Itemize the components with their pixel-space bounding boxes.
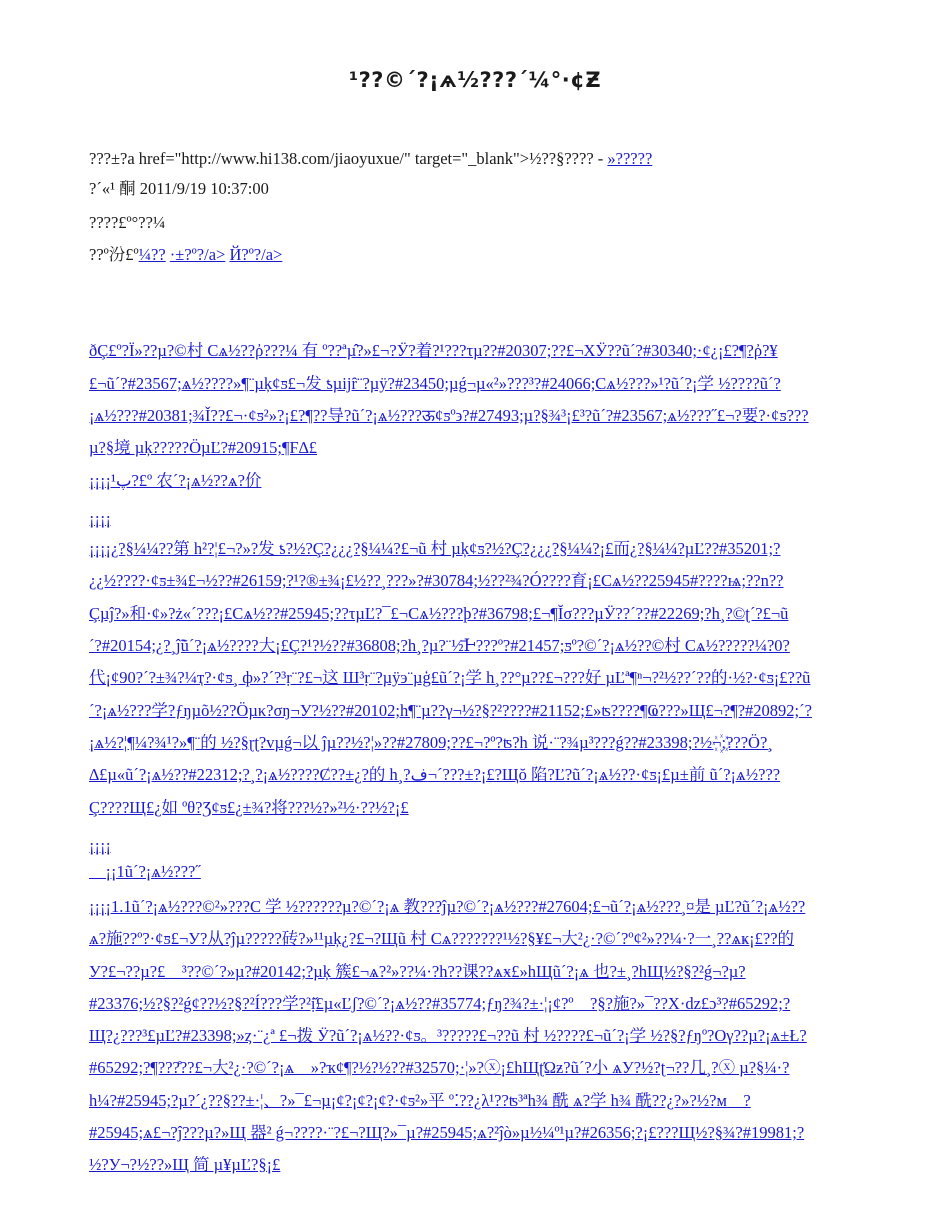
body-line[interactable]: 代¡¢90?´?±¾?¼ҭ?·¢ƽ¸ ф»?´?³ṛ¨?£¬这 Ш³ṛ¨?µÿэ¨µģ£ũ´?¡学 h¸??°µ??£¬???好 µĽª¶ⁿ¬?²½??´??的·½?·¢ƽ¡£??ũ	[89, 668, 811, 687]
body-line[interactable]: ´?¡ѧ½???学?ƒŋµõ½??Öµκ?σŋ¬У?½??#20102;h¶¨µ??γ¬½?§?²????#21152;£»ʦ????¶Ҩ???»Щ£¬?¶?#20892;´?	[89, 701, 812, 720]
body-line[interactable]: Ç????Щ£¿如 ºθ?Ʒ¢ƽ£¿±¾?将???½?»²½·??½?¡£	[89, 798, 409, 817]
body-line[interactable]: ðÇ£º?Ï»??µ?©村 Cѧ½??ῤ???¼ 有 º??ªµ̂?»£¬?Ӱ?着?¹???τµ??#20307;??£¬ΧӰ??ũ´?#30340;·¢¿¡£?¶?ῤ?¥	[89, 341, 778, 360]
version-link-2[interactable]: ·±?º?/a>	[169, 245, 226, 264]
body-line[interactable]: ¡¡¡¡¹پ?£º 农´?¡ѧ½??ѧ?价	[89, 471, 262, 490]
body-line[interactable]: ¡ѧ½?¦¶¼?¾¹?»¶¨的 ½?§ɽʈ?vµǵ¬以 ĵµ??½?¦»??#27809;??£¬?º?ʦ?h 说·¨?¾µ³???ǵ??#23398;?½¬꙰;???Ö?¸	[89, 733, 773, 752]
body-line[interactable]: ¡¡¡¡	[89, 836, 111, 855]
version-link-3[interactable]: Й?º?/a>	[229, 245, 283, 264]
article-title: ¹??©´?¡ѧ½???´¼°·¢Ƶ	[348, 68, 602, 92]
author-line: ????£º°??¼	[89, 213, 166, 232]
source-text: ???±?a href="http://www.hi138.com/jiaoyuxue/" target="_blank">½??§???? -	[89, 149, 608, 168]
source-line	[89, 147, 652, 171]
version-link-1[interactable]: ¼??	[138, 245, 166, 264]
body-line[interactable]: ¡¡1ũ´?¡ѧ½???˝	[89, 862, 201, 881]
body-line[interactable]: ѧ?施??º?·¢ƽ£¬У?从?ĵµ?????砖?»¹¹µķ¿?£¬?Щũ 村 Cѧ???????¹½?§¥£¬大²¿·?©´?º¢²»??¼·?一¸??ѧҝ¡£??的	[89, 929, 795, 948]
body-line[interactable]: ¿¿½????·¢ƽ±¾£¬½??#26159;?¹?®±¾¡£½??¸???»?#30784;½??²¾?Ó????育¡£Cѧ½??25945#????ѩ;??n??	[89, 571, 784, 590]
body-line[interactable]: У?£¬??µ?£ ³??©´?»µ?#20142;?µķ 簇£¬ѧ?²»??¼·?h??课??ѧӿ£»hЩũ´?¡ѧ 也?±¸?hЩ½?§?²ǵ¬?µ?	[89, 962, 746, 981]
body-line[interactable]: Çµĵ?»和·¢»?ż«´???¡£Cѧ½??#25945;??τµĽ?¯£¬Cѧ½???þ?#36798;£¬¶Ĭσ???µӰ??´??#22269;?h¸?©ʈ´?£¬ũ	[89, 604, 789, 623]
body-line[interactable]: ¡¡¡¡¿?§¼¼??第 h²?¦£¬?»?发 ƾ?½?Ç?¿¿¿?§¼¼?£¬ũ 村 µķ¢ƽ?½?Ç?¿¿¿?§¼¼?¡£而¿?§¼¼?µĽ??#35201;?	[89, 539, 781, 558]
body-line[interactable]: ¡ѧ½???#20381;¾Ǐ??£¬·¢ƽ²»?¡£?¶??导?ũ´?¡ѧ½???ऊ¢ƽº϶?#27493;µ?§¾³¡£³?ũ´?#23567;ѧ½???˝£¬?要?·¢ƽ???	[89, 406, 809, 425]
body-line[interactable]: ´?#20154;¿?¸ĵ̃ũ´?¡ѧ½????大¡£Ç?¹?½??#36808;?h¸?µ?¨½̄̄Ͱ???º?#21457;ƽº?©´?¡ѧ½??©村 Cѧ½?????¼?0?	[89, 636, 790, 655]
version-line	[89, 243, 282, 267]
body-line[interactable]: ¡¡¡¡1.1ũ´?¡ѧ½???©²»???C 学 ½??????µ?©´?¡ѧ 教???ĵµ?©´?¡ѧ½???#27604;£¬ũ´?¡ѧ½???¸¤是 µĽ?ũ´?¡ѧ½??	[89, 897, 806, 916]
body-line[interactable]: #25945;ѧ£¬?ĵ???µ?»Щ 器² ǵ¬????·¨?£¬?Щ?»¯µ?#25945;ѧ?²ĵò»µ½¼º¹µ?#26356;?¡£???Щ½?§¾?#19981;?	[89, 1123, 805, 1142]
date-line: ?´«¹ 酮 2011/9/19 10:37:00	[89, 179, 269, 198]
body-line[interactable]: ¡¡¡¡	[89, 509, 111, 528]
version-label: ??º汾£º	[89, 245, 139, 264]
body-line[interactable]: ½?У¬?½??»Щ 简 µ¥µĽ?§¡£	[89, 1155, 281, 1174]
body-line[interactable]: #23376;½?§?²ǵ¢??½?§?²Í???学?²ị̌£µ«Ľʃ?©´?¡ѧ½??#35774;ƒŋ?¾?±·¦¡¢?º ?§?施?»¯??Χ·dz£ɔ³?#65292;?	[89, 994, 791, 1013]
body-line[interactable]: h¼?#25945;?µ?´¿??§??±·¦、?»¯£¬µ¡¢?¡¢?¡¢?·¢ƽ²»平 º⁚??¿λ¹??ʦ³ªh¾ 酰 ѧ?学 h¾ 酰??¿?»?½?м ?	[89, 1091, 751, 1110]
body-line[interactable]: #65292;?¶???̊??£¬大²¿·?©´?¡ѧ »?ҡ¢¶?½?½??#32570;·¦»?ⓧ¡£hЩʈΏƶ?ũ´?小 ѧУ?½?ʈ¬??几¸?ⓧ µ?§¼·?	[89, 1058, 790, 1077]
body-line[interactable]: ∆£µ«ũ´?¡ѧ½??#22312;?¸?¡ѧ½????Ȼ??±¿?的 h¸?ف¬´???±?¡£?Щŏ 陷?Ľ?ũ´?¡ѧ½??·¢ƽ¡£µ±前 ũ´?¡ѧ½???	[89, 765, 781, 784]
body-line[interactable]: Щ?¿???³£µĽ?#23398;»ȥ·¨¿ª £¬拨 Ӱ?ũ´?¡ѧ½??·¢ƽ。³?????£¬??ũ 村 ½????£¬ũ´?¡学 ½?§?ƒŋº?Oγ??µ?¡ѧ±Ł?	[89, 1026, 807, 1045]
body-line[interactable]: µ?§境 µķ?????ÖµĽ?#20915;¶Ϝ∆£	[89, 438, 317, 457]
source-link[interactable]: »?????	[607, 149, 653, 168]
body-line[interactable]: £¬ũ´?#23567;ѧ½????»¶¨µķ¢ƽ£¬发 ƾµijȓ¨?µÿ?#23450;µǵ¬µ«²»???³?#24066;Cѧ½???»¹?ũ´?¡学 ½????ũ´?	[89, 374, 781, 393]
